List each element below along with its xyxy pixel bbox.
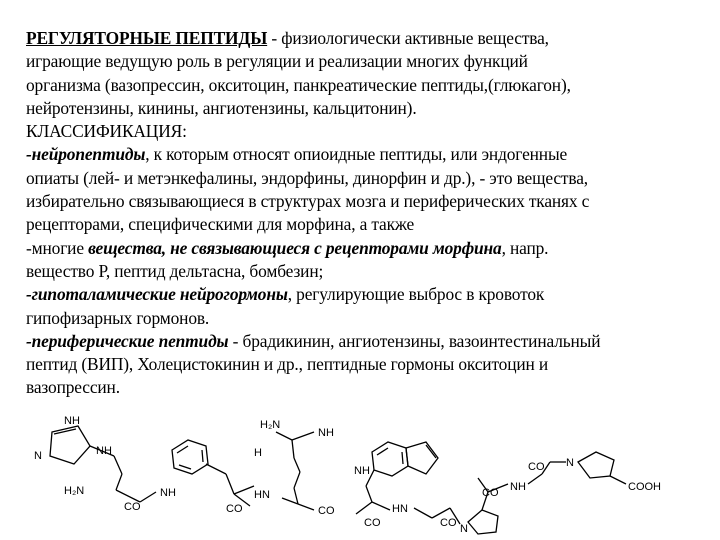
text-line — [26, 50, 706, 73]
text-run: -многие — [26, 237, 89, 258]
cooh-label: COOH — [628, 481, 661, 493]
imid-n-label: N — [34, 450, 42, 462]
text-run: избирательно связывающиеся в структурах мозга и периферических тканях с — [26, 191, 590, 212]
text-run: рецепторами, специфическими для морфина, а также — [26, 214, 415, 235]
imid-nh-label: NH — [64, 415, 80, 427]
text-line — [26, 97, 706, 120]
co-4-label: CO — [364, 517, 381, 529]
text-run: , напр. — [501, 237, 549, 258]
h2n-left-label: H₂N — [64, 485, 85, 497]
text-line — [26, 283, 706, 306]
co-2-label: CO — [226, 503, 243, 515]
text-run: , регулирующие выброс в кровоток — [287, 284, 545, 305]
text-run: - брадикинин, ангиотензины, вазоинтестинальный — [228, 330, 601, 351]
text-run: пептид (ВИП), Холецистокинин и др., пептидные гормоны окситоцин и — [26, 354, 549, 375]
h-top-label: H — [254, 447, 262, 459]
text-run: -нейропептиды — [26, 144, 146, 165]
text-run: опиаты (лей- и метэнкефалины, эндорфины, динорфин и др.), - это вещества, — [26, 167, 588, 188]
peptide-structure-diagram — [30, 412, 710, 540]
text-run: вещество Р, пептид дельтасна, бомбезин; — [26, 260, 324, 281]
text-line — [26, 260, 706, 283]
text-run: , к которым относят опиоидные пептиды, или эндогенные — [145, 144, 568, 165]
text-line — [26, 120, 706, 143]
hn-4-label: HN — [392, 503, 408, 515]
co-3-label: CO — [318, 505, 335, 517]
text-run: нейротензины, кинины, ангиотензины, кальцитонин). — [26, 97, 417, 118]
his-nh-label: NH — [96, 445, 112, 457]
co-1-label: CO — [124, 501, 141, 513]
text-line — [26, 143, 706, 166]
text-line — [26, 213, 706, 236]
hn-2-label: HN — [254, 489, 270, 501]
text-line — [26, 74, 706, 97]
n-pro2-label: N — [566, 457, 574, 469]
text-line — [26, 376, 706, 399]
his-backbone — [114, 456, 156, 502]
text-line — [26, 190, 706, 213]
text-run: КЛАССИФИКАЦИЯ: — [26, 121, 187, 142]
nh-5-label: NH — [510, 481, 526, 493]
text-run: играющие ведущую роль в регуляции и реализации многих функций — [26, 51, 528, 72]
h2n-top-label: H₂N — [260, 419, 281, 431]
text-line — [26, 167, 706, 190]
text-line — [26, 307, 706, 330]
text-run: - физиологически активные вещества, — [267, 28, 549, 48]
nh-top-label: NH — [318, 427, 334, 439]
indole-nh-label: NH — [354, 465, 370, 477]
document-text — [26, 27, 706, 400]
text-run: вазопрессин. — [26, 377, 120, 398]
text-line — [26, 330, 706, 353]
text-run: вещества, не связывающиеся с рецепторами морфина — [88, 237, 502, 258]
benzene-ring — [172, 440, 254, 506]
text-line — [26, 353, 706, 376]
text-run: -гипоталамические нейрогормоны — [26, 284, 288, 305]
text-run: гипофизарных гормонов. — [26, 307, 210, 328]
co-6-label: CO — [482, 487, 499, 499]
text-run: организма (вазопрессин, окситоцин, панкреатические пептиды,(глюкагон), — [26, 74, 571, 95]
text-run: -периферические пептиды — [26, 330, 229, 351]
arginine-chain — [276, 432, 314, 510]
text-line — [26, 27, 706, 50]
co-5-label: CO — [440, 517, 457, 529]
nh-1b-label: NH — [160, 487, 176, 499]
text-run: РЕГУЛЯТОРНЫЕ ПЕПТИДЫ — [26, 28, 268, 48]
co-pro2-label: CO — [528, 461, 545, 473]
n-pro1-label: N — [460, 523, 468, 535]
text-line — [26, 237, 706, 260]
